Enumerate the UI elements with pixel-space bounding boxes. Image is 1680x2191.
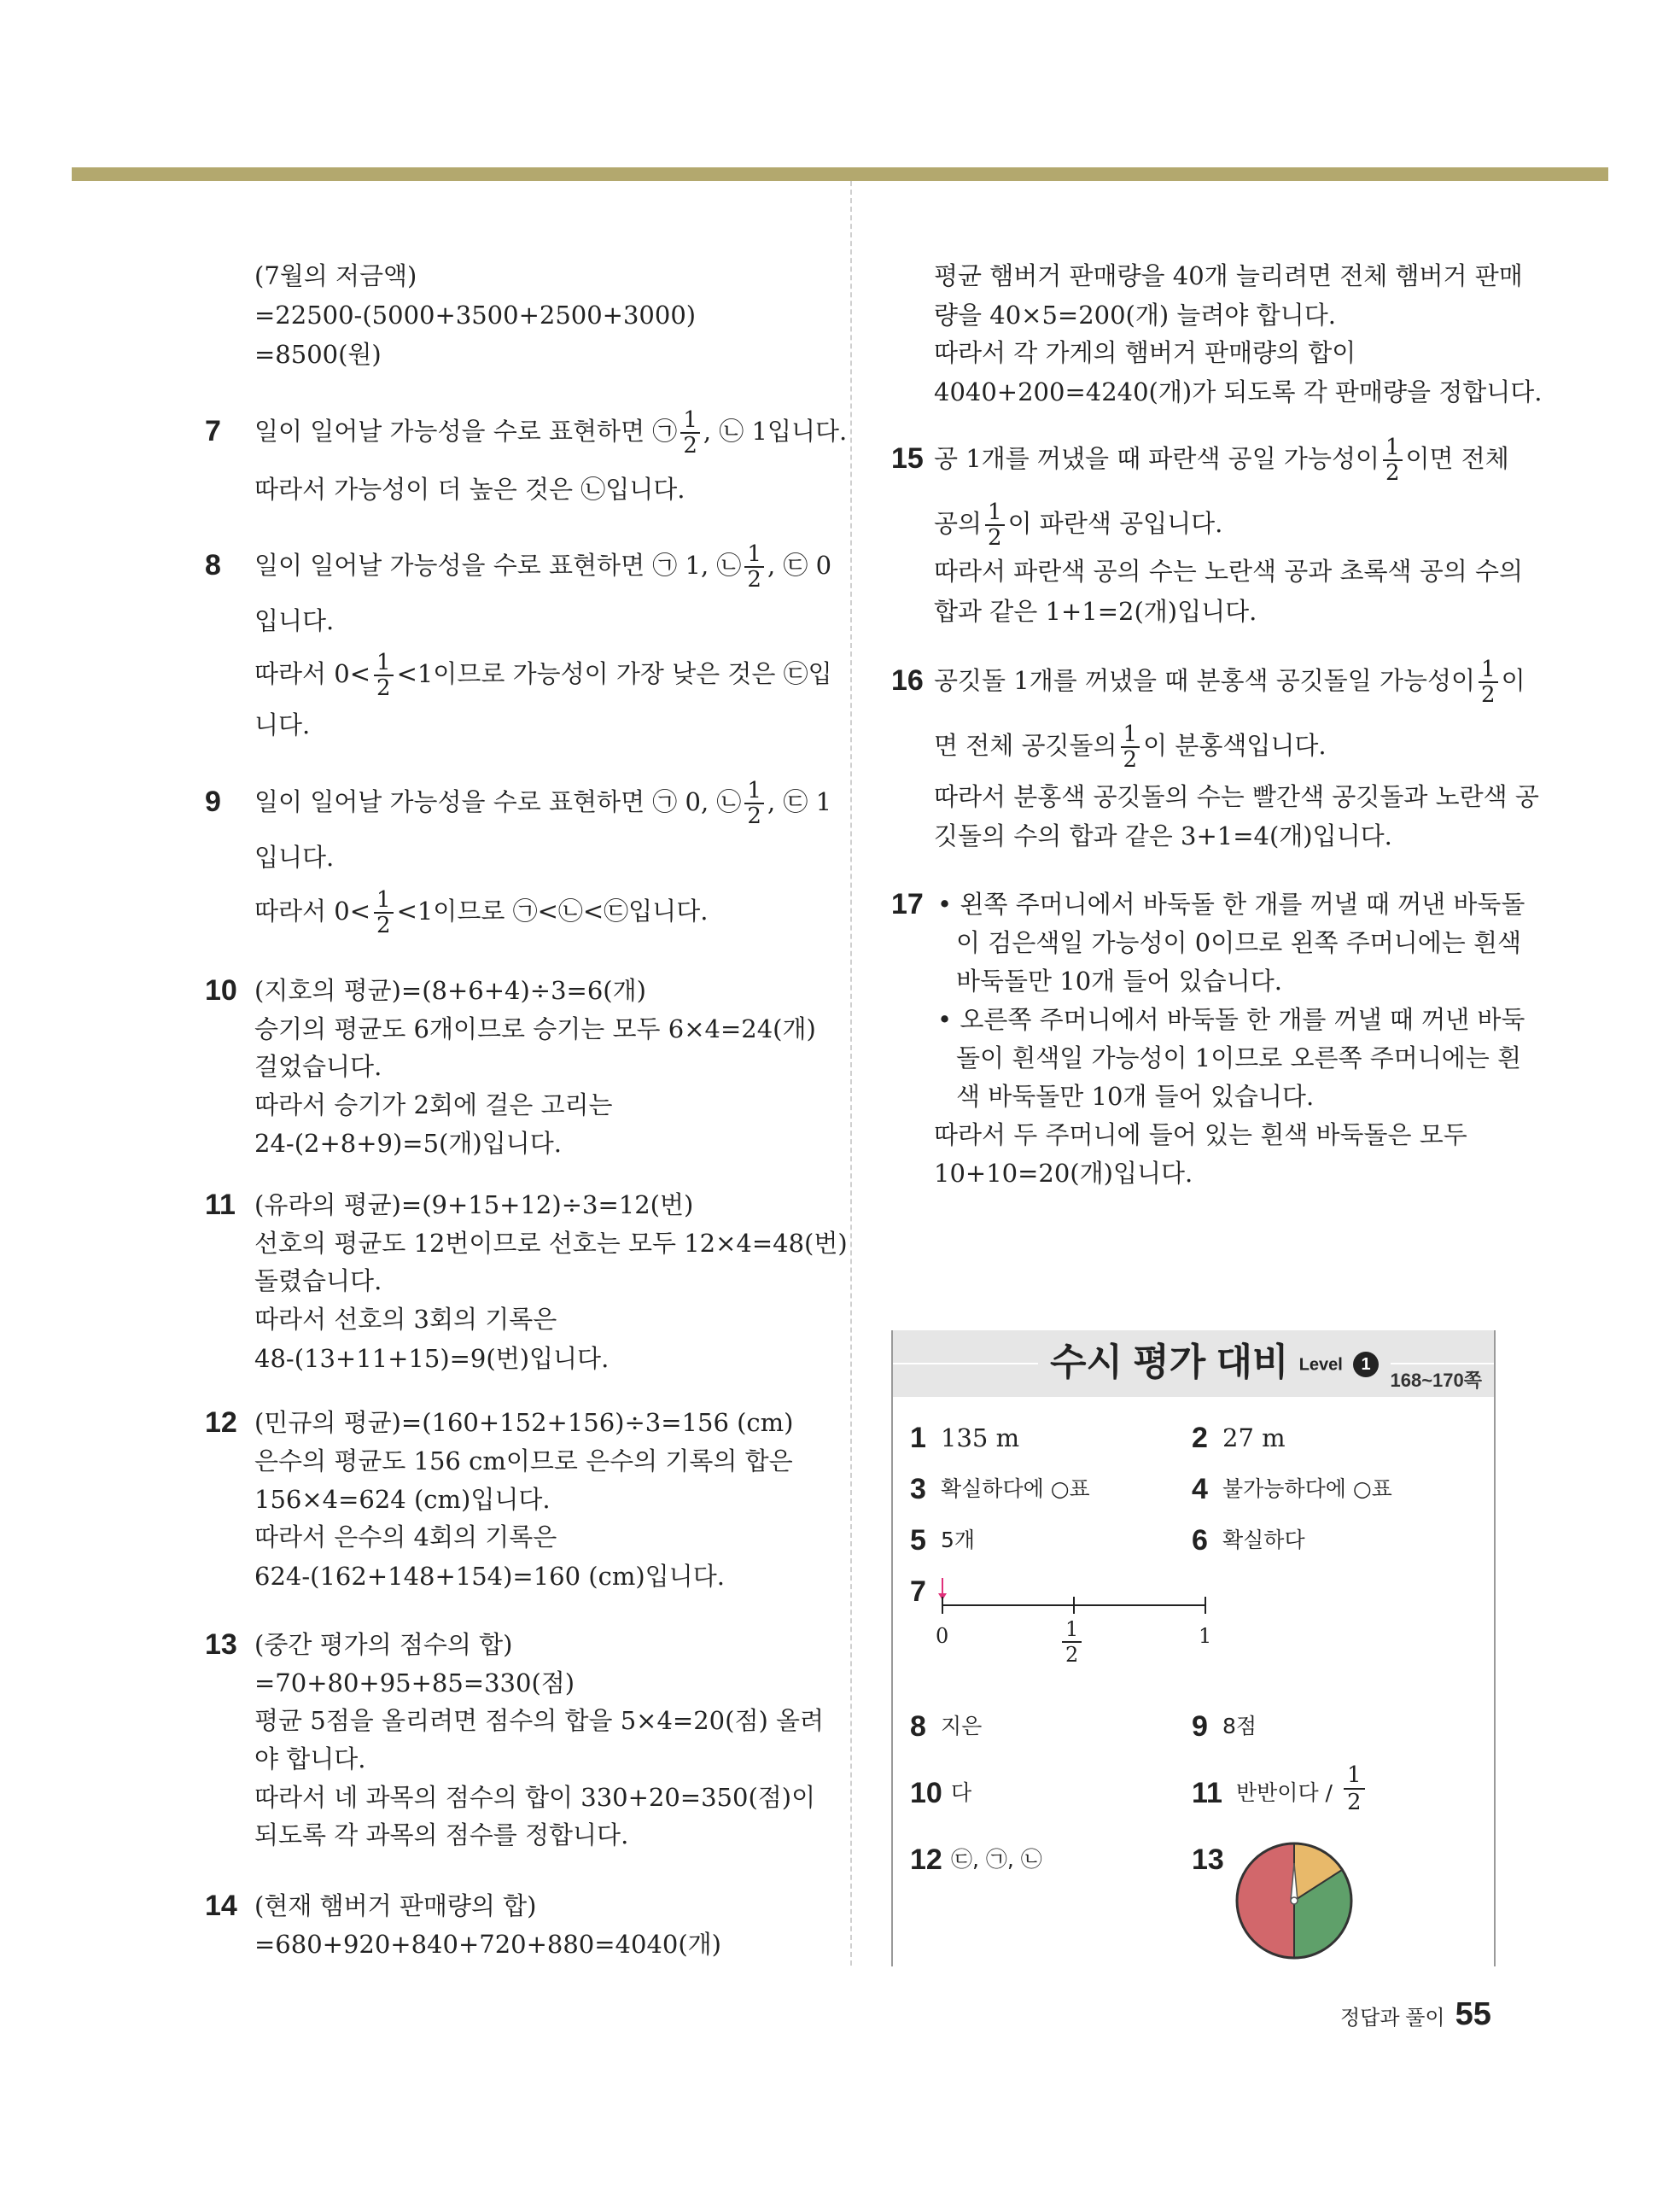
text-line: =680+920+840+720+880=4040(개)	[254, 1930, 721, 1959]
text-line: 걸었습니다.	[254, 1052, 382, 1081]
level-label: Level	[1298, 1355, 1343, 1375]
question-number: 12	[205, 1406, 237, 1439]
question-number: 11	[205, 1189, 236, 1221]
text-line: 평균 햄버거 판매량을 40개 늘리려면 전체 햄버거 판매	[934, 261, 1523, 290]
answer-value: 확실하다	[1222, 1528, 1305, 1552]
text-line: 입니다.	[254, 843, 335, 872]
answer-number: 6	[1192, 1524, 1208, 1557]
answer-value: 27 m	[1222, 1423, 1286, 1452]
text-line: 따라서 파란색 공의 수는 노란색 공과 초록색 공의 수의	[934, 557, 1524, 586]
question-number: 13	[205, 1628, 237, 1661]
answer-box-header	[893, 1330, 1494, 1397]
header-bar	[72, 167, 1608, 181]
text-line: 면 전체 공깃돌의 $\frac{1}{2}$ 이 분홍색입니다.	[934, 722, 1327, 773]
answer-number: 10	[910, 1777, 942, 1809]
fraction: $\frac{1}{2}$	[1479, 657, 1498, 707]
text-line: 깃돌의 수의 합과 같은 3+1=4(개)입니다.	[934, 821, 1392, 850]
answer-value: 지은	[941, 1714, 983, 1738]
text-line: 따라서 네 과목의 점수의 합이 330+20=350(점)이	[254, 1783, 816, 1812]
fraction: $\frac{1}{2}$	[744, 779, 764, 828]
fraction: $\frac{1}{2}$	[1383, 435, 1403, 485]
text-line: 합과 같은 1+1=2(개)입니다.	[934, 597, 1257, 626]
text-line: 되도록 각 과목의 점수를 정합니다.	[254, 1820, 629, 1849]
answer-number: 3	[910, 1473, 926, 1505]
text-line: 10+10=20(개)입니다.	[934, 1159, 1193, 1188]
text-line: (민규의 평균)=(160+152+156)÷3=156 (cm)	[254, 1408, 794, 1437]
answer-value: 8점	[1222, 1714, 1257, 1738]
text-line: 일이 일어날 가능성을 수로 표현하면 ㉠ 1, ㉡ $\frac{1}{2}$ , ㉢ 0	[254, 541, 832, 593]
page-footer	[1340, 1996, 1491, 2033]
fraction: $\frac{1}{2}$	[374, 888, 394, 938]
text-line: =22500-(5000+3500+2500+3000)	[254, 301, 697, 330]
text-line: 야 합니다.	[254, 1744, 366, 1773]
text-line: 따라서 승기가 2회에 걸은 고리는	[254, 1090, 613, 1119]
text-line: 바둑돌만 10개 들어 있습니다.	[956, 967, 1282, 996]
question-number: 7	[205, 415, 221, 447]
text-line: 이 검은색일 가능성이 0이므로 왼쪽 주머니에는 흰색	[956, 928, 1522, 957]
text-line: (중간 평가의 점수의 합)	[254, 1630, 513, 1659]
text-line: • 오른쪽 주머니에서 바둑돌 한 개를 꺼낼 때 꺼낸 바둑	[937, 1005, 1525, 1034]
answer-number: 4	[1192, 1473, 1208, 1505]
question-number: 9	[205, 786, 221, 818]
answer-number: 13	[1192, 1843, 1224, 1876]
text-line: 평균 5점을 올리려면 점수의 합을 5×4=20(점) 올려	[254, 1706, 825, 1735]
spinner-red-section	[1237, 1843, 1294, 1958]
text-line: 은수의 평균도 156 cm이므로 은수의 기록의 합은	[254, 1446, 793, 1475]
text-line: (현재 햄버거 판매량의 합)	[254, 1891, 537, 1920]
text-line: 24-(2+8+9)=5(개)입니다.	[254, 1129, 562, 1158]
tick-label-half: 1 2	[1062, 1617, 1082, 1667]
answer-number: 5	[910, 1524, 926, 1557]
text-line: 량을 40×5=200(개) 늘려야 합니다.	[934, 301, 1336, 330]
text-line: (7월의 저금액)	[254, 261, 417, 290]
text-line: 4040+200=4240(개)가 되도록 각 판매량을 정합니다.	[934, 377, 1543, 406]
answer-value: 반반이다 /	[1236, 1780, 1333, 1805]
text-line: 공깃돌 1개를 꺼냈을 때 분홍색 공깃돌일 가능성이 $\frac{1}{2}$ 이	[934, 657, 1525, 708]
text-line: 156×4=624 (cm)입니다.	[254, 1485, 551, 1514]
answer-box-title: 수시 평가 대비 Level 1	[1038, 1337, 1391, 1388]
text-line: 따라서 0< $\frac{1}{2}$ <1이므로 ㉠<㉡<㉢입니다.	[254, 887, 709, 938]
fraction: $\frac{1}{2}$	[374, 651, 394, 700]
level-number-badge: 1	[1353, 1352, 1379, 1377]
text-line: 승기의 평균도 6개이므로 승기는 모두 6×4=24(개)	[254, 1014, 816, 1043]
text-line: (지호의 평균)=(8+6+4)÷3=6(개)	[254, 976, 646, 1005]
answer-number: 11	[1192, 1777, 1222, 1809]
question-number: 14	[205, 1890, 237, 1922]
answer-number: 8	[910, 1710, 926, 1743]
text-line: 624-(162+148+154)=160 (cm)입니다.	[254, 1562, 725, 1591]
fraction: 1 2	[1344, 1762, 1365, 1815]
fraction: $\frac{1}{2}$	[744, 542, 764, 592]
text-line: =8500(원)	[254, 340, 382, 369]
text-line: 선호의 평균도 12번이므로 선호는 모두 12×4=48(번)	[254, 1229, 848, 1258]
text-line: 입니다.	[254, 606, 335, 635]
answer-value: 5개	[941, 1528, 976, 1552]
text-line: • 왼쪽 주머니에서 바둑돌 한 개를 꺼낼 때 꺼낸 바둑돌	[937, 890, 1525, 919]
answer-number: 1	[910, 1422, 926, 1454]
text-line: (유라의 평균)=(9+15+12)÷3=12(번)	[254, 1190, 694, 1219]
text-line: =70+80+95+85=330(점)	[254, 1668, 575, 1697]
text-line: 니다.	[254, 710, 311, 739]
text-line: 따라서 각 가게의 햄버거 판매량의 합이	[934, 338, 1356, 367]
question-number: 17	[891, 888, 924, 920]
text-line: 돌렸습니다.	[254, 1266, 382, 1295]
text-line: 공 1개를 꺼냈을 때 파란색 공일 가능성이 $\frac{1}{2}$ 이면 전체	[934, 435, 1509, 486]
tick-label-1: 1	[1199, 1624, 1212, 1648]
text-line: 따라서 가능성이 더 높은 것은 ㉡입니다.	[254, 475, 685, 504]
text-line: 따라서 0< $\frac{1}{2}$ <1이므로 가능성이 가장 낮은 것은 ㉢입	[254, 650, 832, 701]
answer-value: 불가능하다에 ○표	[1222, 1476, 1392, 1501]
answer-number: 12	[910, 1843, 942, 1876]
text-line: 일이 일어날 가능성을 수로 표현하면 ㉠ $\frac{1}{2}$ , ㉡ 1입니다.	[254, 407, 848, 459]
spinner-hub	[1291, 1897, 1298, 1904]
spinner-chart	[1233, 1839, 1356, 1962]
answer-value: ㉢, ㉠, ㉡	[951, 1847, 1042, 1872]
fraction: $\frac{1}{2}$	[1121, 722, 1140, 772]
text-line: 색 바둑돌만 10개 들어 있습니다.	[956, 1082, 1315, 1111]
text-line: 따라서 선호의 3회의 기록은	[254, 1305, 557, 1334]
footer-label: 정답과 풀이	[1340, 2007, 1445, 2030]
answer-box	[891, 1330, 1496, 1966]
text-line: 일이 일어날 가능성을 수로 표현하면 ㉠ 0, ㉡ $\frac{1}{2}$ , ㉢ 1	[254, 778, 832, 829]
page-number: 55	[1455, 1996, 1491, 2032]
text-line: 48-(13+11+15)=9(번)입니다.	[254, 1344, 610, 1373]
answer-number: 7	[910, 1575, 926, 1608]
answer-value: 다	[951, 1780, 972, 1805]
text-line: 돌이 흰색일 가능성이 1이므로 오른쪽 주머니에는 흰	[956, 1043, 1522, 1072]
answer-number: 2	[1192, 1422, 1208, 1454]
tick-label-0: 0	[936, 1624, 949, 1648]
answer-value: 확실하다에 ○표	[941, 1476, 1090, 1501]
question-number: 8	[205, 549, 221, 581]
text-line: 따라서 두 주머니에 들어 있는 흰색 바둑돌은 모두	[934, 1120, 1467, 1149]
question-number: 16	[891, 664, 924, 697]
answer-number: 9	[1192, 1710, 1208, 1743]
answer-value: 135 m	[941, 1423, 1020, 1452]
column-divider	[850, 181, 852, 1966]
question-number: 15	[891, 442, 924, 475]
text-line: 따라서 은수의 4회의 기록은	[254, 1522, 557, 1551]
fraction: $\frac{1}{2}$	[985, 500, 1005, 550]
fraction: $\frac{1}{2}$	[680, 408, 700, 458]
page-range: 168~170쪽	[1390, 1370, 1482, 1391]
text-line: 따라서 분홍색 공깃돌의 수는 빨간색 공깃돌과 노란색 공	[934, 782, 1539, 811]
text-line: 공의 $\frac{1}{2}$ 이 파란색 공입니다.	[934, 500, 1223, 551]
question-number: 10	[205, 974, 237, 1007]
